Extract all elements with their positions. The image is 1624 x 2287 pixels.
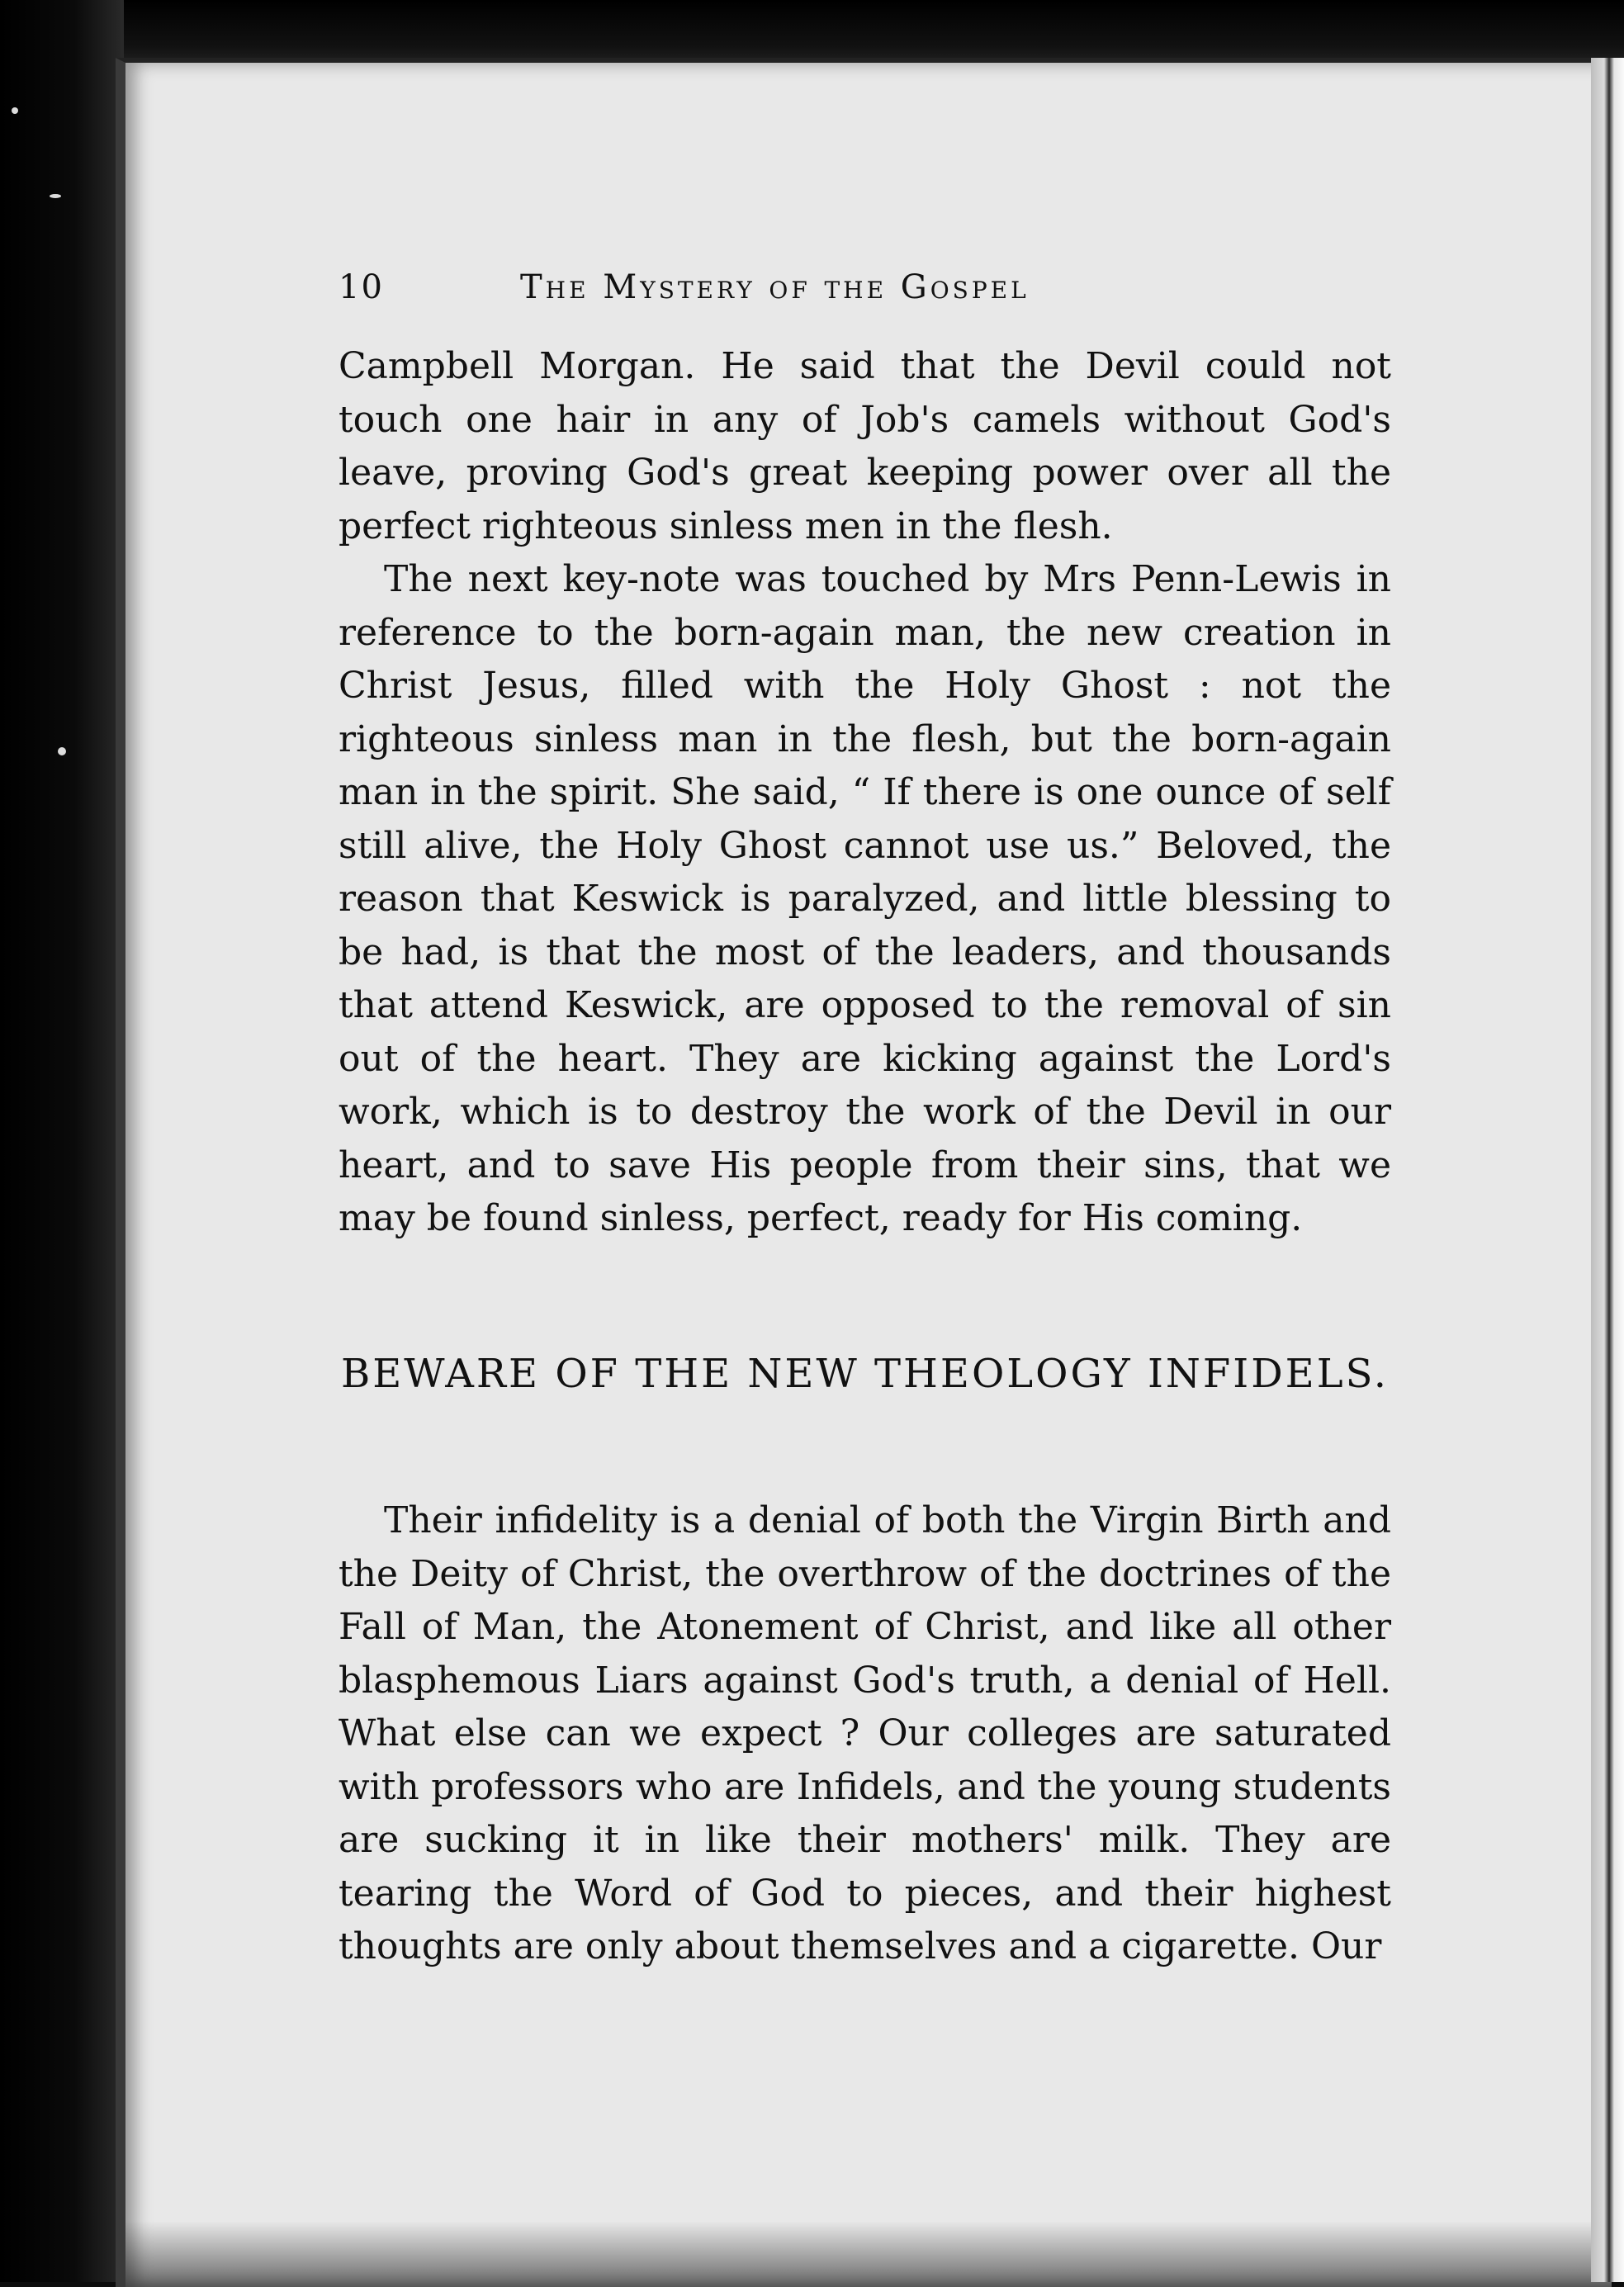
scan-speck (58, 747, 66, 755)
body-text (339, 340, 1391, 1246)
section-heading: BEWARE OF THE NEW THEOLOGY INFIDELS. (340, 1351, 1390, 1397)
scan-top-border (0, 0, 1624, 66)
scan-left-border (0, 0, 124, 2282)
paragraph: The next key-note was touched by Mrs Penn-Lewis in reference to the born-again man, the new creation in Christ Jesus, filled with the Holy Ghost : not the righteous sinless man in the flesh, but the born-again man in the spirit. She said, “ If there is one ounce of self still alive, the Holy Ghost cannot use us.” Beloved, the reason that Keswick is paralyzed, and little blessing to be had, is that the most of the leaders, and thousands that attend Keswick, are opposed to the removal of sin out of the heart. They are kicking against the Lord's work, which is to destroy the work of the Devil in our heart, and to save His people from their sins, that we may be found sinless, perfect, ready for His coming. (339, 558, 1391, 1239)
running-head: The Mystery of the Gospel (520, 268, 1030, 306)
paragraph: Campbell Morgan. He said that the Devil could not touch one hair in any of Job's camels without God's leave, proving God's great keeping power over all the perfect righteous sinless men in the flesh. (339, 345, 1391, 547)
scan-speck (12, 107, 18, 114)
page-right-edge (1591, 58, 1624, 2282)
scan-speck (50, 194, 61, 198)
section-body (339, 1494, 1391, 1974)
page-number: 10 (339, 268, 384, 306)
paragraph: Their infidelity is a denial of both the Virgin Birth and the Deity of Christ, the overthrow of the doctrines of the Fall of Man, the Atonement of Christ, and like all other blasphemous Liars against God's truth, a denial of Hell. What else can we expect ? Our colleges are saturated with professors who are Infidels, and the young students are sucking it in like their mothers' milk. They are tearing the Word of God to pieces, and their highest thoughts are only about themselves and a cigarette. Our (339, 1499, 1391, 1967)
page-header (339, 268, 1395, 318)
